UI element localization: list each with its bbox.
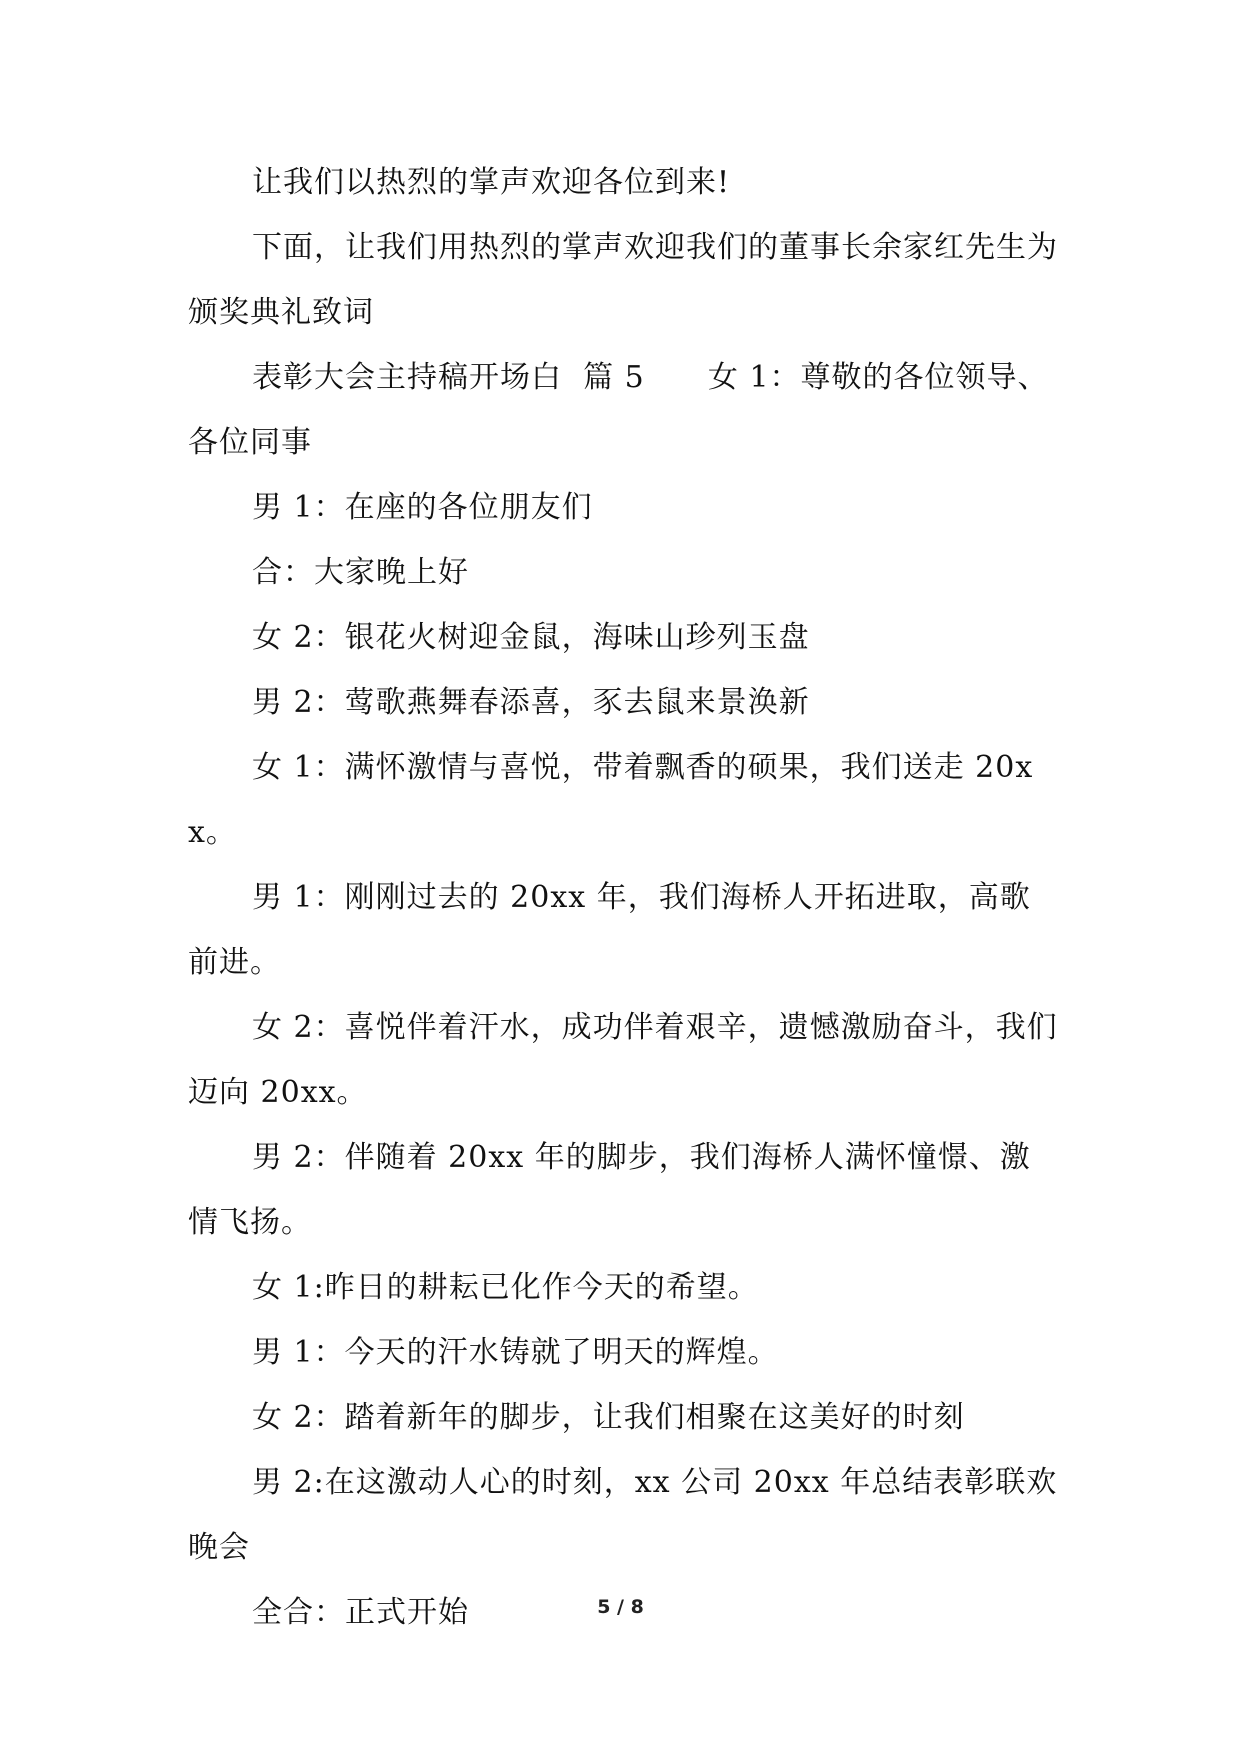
paragraph: 女 2：银花火树迎金鼠，海味山珍列玉盘 xyxy=(252,620,810,655)
paragraph: 男 1：刚刚过去的 20xx 年，我们海桥人开拓进取，高歌前进。 xyxy=(188,880,1031,980)
page-number: 5 / 8 xyxy=(597,1596,644,1618)
paragraph: 男 2：伴随着 20xx 年的脚步，我们海桥人满怀憧憬、激情飞扬。 xyxy=(188,1140,1031,1240)
paragraph: 男 1：在座的各位朋友们 xyxy=(252,490,593,525)
paragraph: 女 2：踏着新年的脚步，让我们相聚在这美好的时刻 xyxy=(252,1400,965,1435)
paragraph: 女 2：喜悦伴着汗水，成功伴着艰辛，遗憾激励奋斗，我们迈向 20xx。 xyxy=(188,1010,1058,1110)
document-body xyxy=(188,150,1058,1645)
paragraph: 让我们以热烈的掌声欢迎各位到来! xyxy=(252,165,731,200)
paragraph: 表彰大会主持稿开场白 篇 5 女 1：尊敬的各位领导、各位同事 xyxy=(188,360,1049,460)
paragraph: 全合：正式开始 xyxy=(252,1595,469,1630)
paragraph: 下面，让我们用热烈的掌声欢迎我们的董事长余家红先生为颁奖典礼致词 xyxy=(188,230,1058,330)
paragraph: 合：大家晚上好 xyxy=(252,555,469,590)
paragraph: 男 2：莺歌燕舞春添喜，豕去鼠来景涣新 xyxy=(252,685,810,720)
paragraph: 男 2:在这激动人心的时刻，xx 公司 20xx 年总结表彰联欢晚会 xyxy=(188,1465,1058,1565)
paragraph: 女 1：满怀激情与喜悦，带着飘香的硕果，我们送走 20xx。 xyxy=(188,750,1034,850)
paragraph: 女 1:昨日的耕耘已化作今天的希望。 xyxy=(252,1270,759,1305)
paragraph: 男 1：今天的汗水铸就了明天的辉煌。 xyxy=(252,1335,779,1370)
